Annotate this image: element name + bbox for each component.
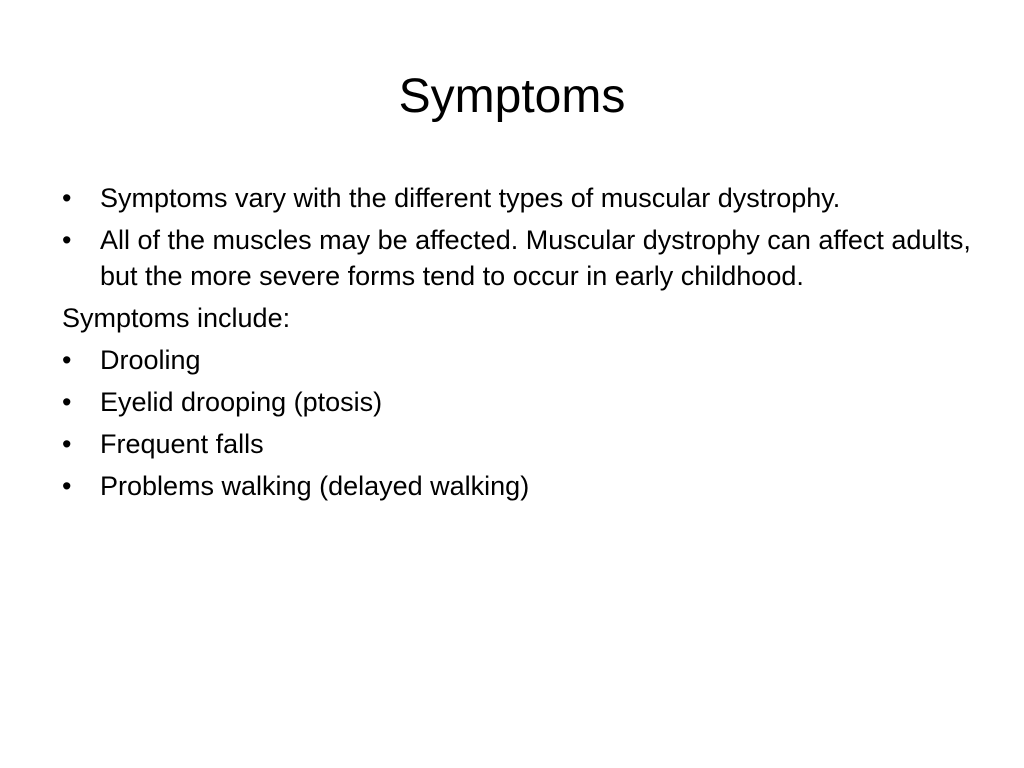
symptom-item [62, 342, 972, 378]
list-heading: Symptoms include: [62, 303, 291, 333]
slide-title: Symptoms [398, 70, 626, 123]
bullet-text: Symptoms vary with the different types of muscular dystrophy. [100, 183, 841, 213]
bullet-icon: • [62, 225, 72, 255]
symptom-item [62, 468, 972, 504]
bullet-icon: • [62, 345, 72, 375]
bullet-icon: • [62, 429, 72, 459]
bullet-icon: • [62, 183, 72, 213]
symptom-text: Problems walking (delayed walking) [100, 471, 530, 501]
bullet-icon: • [62, 387, 72, 417]
symptom-item [62, 384, 972, 420]
symptom-item [62, 426, 972, 462]
bullet-item [62, 180, 972, 216]
symptom-text: Frequent falls [100, 429, 264, 459]
bullet-text: All of the muscles may be affected. Muscular dystrophy can affect adults, but the more severe forms tend to occur in early childhood. [100, 225, 971, 291]
bullet-icon: • [62, 471, 72, 501]
symptom-text: Drooling [100, 345, 201, 375]
symptom-text: Eyelid drooping (ptosis) [100, 387, 383, 417]
slide-body [62, 180, 972, 510]
bullet-item [62, 222, 972, 294]
